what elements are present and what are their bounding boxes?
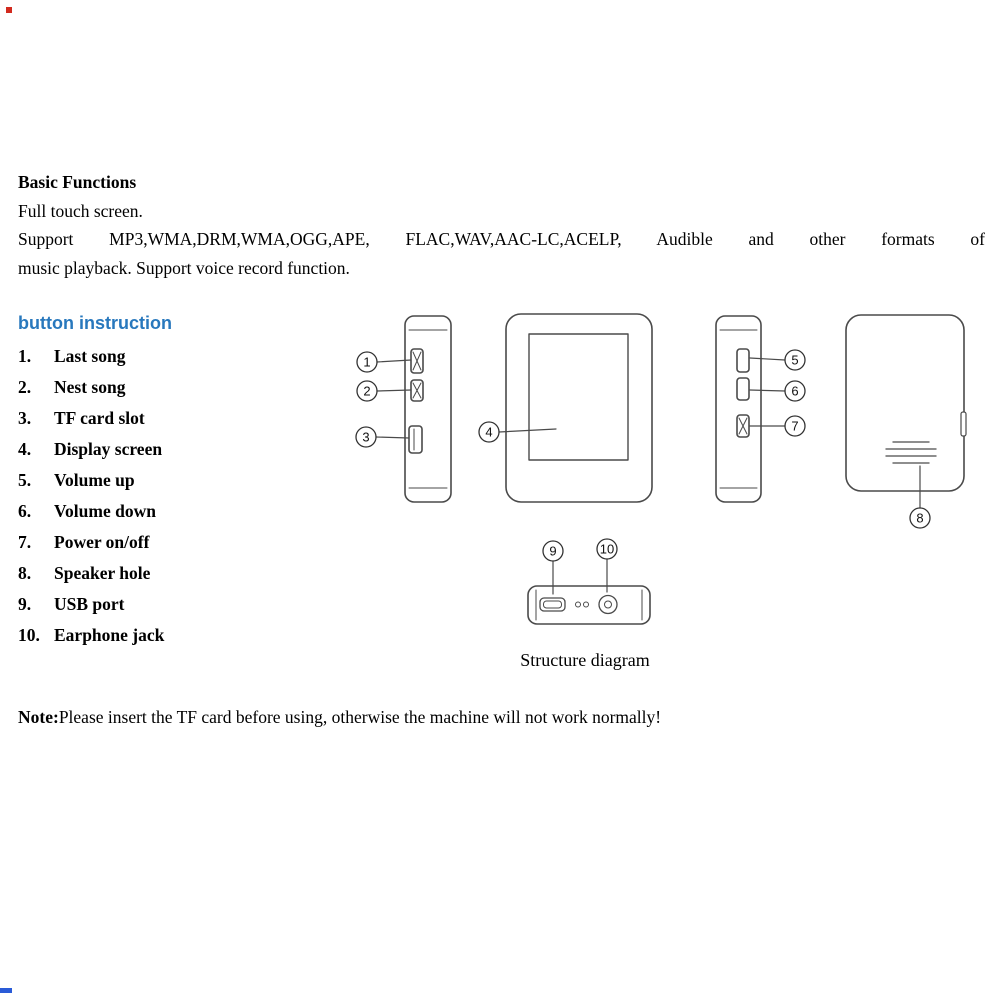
item-label: Power on/off xyxy=(54,532,150,552)
diagram-caption: Structure diagram xyxy=(520,650,650,670)
callout-8 xyxy=(910,508,930,528)
item-number: 5. xyxy=(18,470,32,490)
item-label: USB port xyxy=(54,594,125,614)
note-line xyxy=(18,707,985,728)
callout-3-number: 3 xyxy=(362,429,370,445)
item-number: 2. xyxy=(18,377,32,397)
tf-card-slot xyxy=(409,426,422,453)
callout-5 xyxy=(785,350,805,370)
callout-4-number: 4 xyxy=(485,424,493,440)
item-label: Earphone jack xyxy=(54,625,165,645)
front-view xyxy=(506,314,652,502)
intro-line-3: music playback. Support voice record function. xyxy=(18,257,350,278)
item-label: Volume up xyxy=(54,470,135,490)
note-label: Note: xyxy=(18,707,59,727)
callout-10-number: 10 xyxy=(599,541,615,557)
callout-9-number: 9 xyxy=(549,543,557,559)
item-number: 7. xyxy=(18,532,32,552)
intro-line-1: Full touch screen. xyxy=(18,200,143,221)
bottom-view xyxy=(528,586,650,624)
item-number: 3. xyxy=(18,408,32,428)
item-label: Volume down xyxy=(54,501,156,521)
callout-2 xyxy=(357,381,377,401)
button-instruction-heading: button instruction xyxy=(18,313,172,333)
callout-6-number: 6 xyxy=(791,383,799,399)
item-label: Speaker hole xyxy=(54,563,151,583)
item-label: Nest song xyxy=(54,377,126,397)
power-button xyxy=(737,415,749,437)
left-side-view xyxy=(405,316,451,502)
callout-7-number: 7 xyxy=(791,418,799,434)
item-number: 10. xyxy=(18,625,40,645)
callout-5-number: 5 xyxy=(791,352,799,368)
volume-up-button xyxy=(737,349,749,372)
callout-10 xyxy=(597,539,617,559)
callout-9 xyxy=(543,541,563,561)
next-song-button xyxy=(411,380,423,401)
item-number: 6. xyxy=(18,501,32,521)
item-label: Last song xyxy=(54,346,126,366)
callout-7 xyxy=(785,416,805,436)
last-song-button xyxy=(411,349,423,373)
basic-functions-heading: Basic Functions xyxy=(18,172,137,192)
callout-8-number: 8 xyxy=(916,510,924,526)
item-number: 8. xyxy=(18,563,32,583)
display-screen xyxy=(529,334,628,460)
item-number: 9. xyxy=(18,594,32,614)
item-label: Display screen xyxy=(54,439,163,459)
item-label: TF card slot xyxy=(54,408,145,428)
note-text: Please insert the TF card before using, otherwise the machine will not work normally! xyxy=(58,707,662,727)
callout-3 xyxy=(356,427,376,447)
intro-line-2: Support MP3,WMA,DRM,WMA,OGG,APE, FLAC,WAV,AAC-LC,ACELP, Audible and other formats of xyxy=(18,229,985,249)
callout-2-number: 2 xyxy=(363,383,371,399)
callout-1-number: 1 xyxy=(363,354,371,370)
callout-1 xyxy=(357,352,377,372)
right-side-view xyxy=(716,316,761,502)
item-number: 1. xyxy=(18,346,32,366)
back-view xyxy=(846,315,966,491)
usb-port xyxy=(540,598,565,611)
volume-down-button xyxy=(737,378,749,400)
callout-4 xyxy=(479,422,499,442)
item-number: 4. xyxy=(18,439,32,459)
callout-6 xyxy=(785,381,805,401)
